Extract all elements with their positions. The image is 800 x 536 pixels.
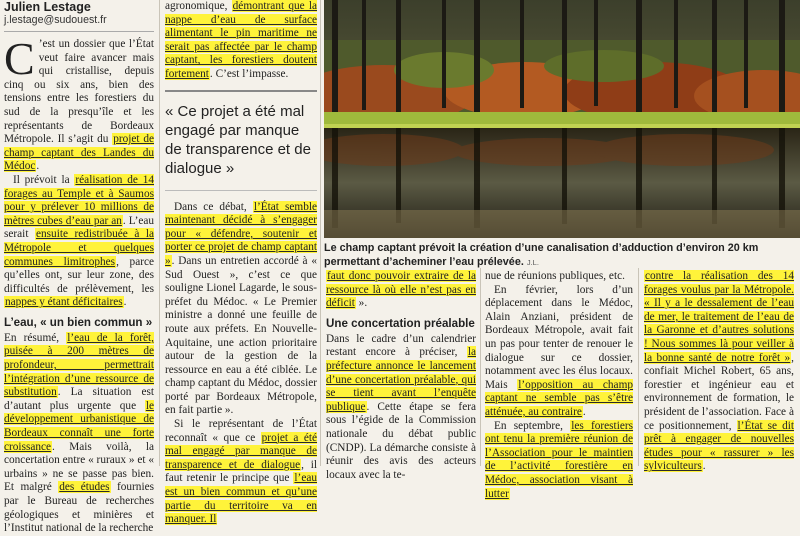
highlight: la préfecture annonce le lancement d’une concertation préalable, qui se tient avant l’enquête publique [326,346,476,413]
byline-divider [4,31,154,32]
photo-credit: J.L. [526,257,539,267]
highlight: réalisation de 14 forages au Temple et à Saumos pour y prélever 10 millions de mètres cubes d’eau par an [4,173,154,227]
highlight: l’opposition au champ captant ne semble pas s’être atténuée, au contraire [485,378,634,418]
highlight: nappes y étant déficitaires [5,296,123,309]
pull-quote: « Ce projet a été mal engagé par manque de transparence et de dialogue » [165,90,317,191]
paragraph: Dans ce débat, l’État semble maintenant décidé à s’engager pour « défendre, soutenir et porter ce projet de champ captant ». Dans un entretien accordé à « Sud Ouest », c’est ce que souligne Lionel Lagarde, le sous-préfet du Médoc. « Le Premier ministre a donné une feuille de route aux préfets. En Nouvelle-Aquitaine, une action prioritaire autour de la gestion de la ressource en eau a été ciblée. Le champ captant du Médoc, dossier porté par Bordeaux Métropole, en fait partie ». [165,200,317,417]
paragraph: Si le représentant de l’État reconnaît « que ce projet a été mal engagé par manque de transparence et de dialogue, il faut retenir le principe que l’eau est un bien commun et qu’une partie du territoire va en manquer. Il [165,418,318,526]
highlight: projet de champ captant des Landes du Médoc [4,133,154,173]
drop-cap: C [4,33,35,84]
author-name: Julien Lestage [4,0,91,14]
photo-caption [324,242,794,269]
highlight: faut donc pouvoir extraire de la ressource là où elle n’est pas en déficit [326,270,476,310]
forest-pond-image [324,0,800,238]
paragraph: En septembre, les forestiers ont tenu la première réunion de l’Association pour le maintien de l’activité forestière en Médoc, association visant à lutter [485,419,634,500]
paragraph: En février, lors d’un déplacement dans le Médoc, Alain Anziani, président de Bordeaux Métropole, avait fait un pas pour tenter de renouer le dialogue sur ce dossier, notamment avec les élus locaux. Mais l’opposition au champ captant ne semble pas s’être atténuée, au contraire. [485,283,634,418]
highlight: les forestiers ont tenu la première réunion de l’Association pour le maintien de l’activité forestière en Médoc, association visant à lutter [485,419,634,500]
paragraph: nue de réunions publiques, etc. [485,270,625,282]
author-email[interactable]: j.lestage@sudouest.fr [4,14,107,26]
paragraph: faut donc pouvoir extraire de la ressource là où elle n’est pas en déficit ». [326,270,476,310]
byline [4,0,154,27]
highlight: l’eau de la forêt, puisée à 200 mètres de profondeur, permettrait l’intégration d’une ressource de substitution [4,331,154,399]
column-5 [644,270,794,474]
highlight: contre la réalisation des 14 forages voulus par la Métropole. « Il y a le dessalement de l’eau de mer, le traitement de l’eau de la Garonne et d’autres solutions ! Nous sommes là pour veiller à la bonne santé de notre forêt » [644,270,794,364]
highlight: ensuite redistribuée à la Métropole et quelques communes limitrophes [4,228,154,268]
highlight: le développement urbanistique de Bordeaux connaît une forte croissance [4,399,154,453]
paragraph: Dans le cadre d’un calendrier restant encore à préciser, la préfecture annonce le lancement d’une concertation préalable, qui se tient avant l’enquête publique. Cette étape se fera sous l’égide de la Commission nationale du débat public (CNDP). La démarche consiste à réunir des avis des acteurs locaux avec la te- [326,332,476,481]
column-2 [165,0,317,527]
paragraph: C ’est un dossier que l’État veut faire avancer mais qui cristallise, depuis cinq ou six ans, bien des tensions entre les forestiers du sud de la presqu’île et les représentants de Bordeaux Métropole. Il s’agit du projet de champ captant des Landes du Médoc. [4,33,154,173]
column-3 [326,270,476,482]
subheading: Une concertation préalable [326,316,475,330]
highlight: l’État se dit prêt à engager de nouvelles études pour « rassurer » les sylviculteurs [644,419,794,473]
paragraph: Il prévoit la réalisation de 14 forages au Temple et à Saumos pour y prélever 10 millions de mètres cubes d’eau par an. L’eau serait ensuite redistribuée à la Métropole et quelques communes limitrophes, parce qu’elles ont, sur leur zone, des difficultés de prélèvement, les nappes y étant déficitaires. [4,173,155,309]
subheading: L’eau, « un bien commun » [4,315,153,329]
highlight: des études [59,481,110,494]
highlight: démontrant que la nappe d’eau de surface alimentant le pin maritime ne serait pas affectée par le champ captant, les forestiers doutent fortement [165,0,317,80]
highlight: l’eau est un bien commun et qu’une partie du territoire va en manquer. Il [165,472,317,526]
column-divider [638,268,639,466]
caption-text: Le champ captant prévoit la création d’une canalisation d’adduction d’environ 20 km permettant d’acheminer l’eau prélevée. [324,242,759,268]
forest-photo [324,0,800,238]
column-divider [480,268,481,466]
column-1 [4,0,154,536]
column-4 [485,270,633,501]
column-divider [159,0,160,466]
paragraph: contre la réalisation des 14 forages voulus par la Métropole. « Il y a le dessalement de l’eau de mer, le traitement de l’eau de la Garonne et d’autres solutions ! Nous sommes là pour veiller à la bonne santé de notre forêt », confiait Michel Robert, 65 ans, forestier et ingénieur eau et environnement de formation, le président de l’association. Face à ce positionnement, l’État se dit prêt à engager de nouvelles études pour « rassurer » les sylviculteurs. [644,270,794,473]
paragraph: agronomique, démontrant que la nappe d’eau de surface alimentant le pin maritime ne serait pas affectée par le champ captant, les forestiers doutent fortement. C’est l’impasse. [165,0,317,80]
paragraph: En résumé, l’eau de la forêt, puisée à 200 mètres de profondeur, permettrait l’intégration d’une ressource de substitution. La situation est d’autant plus urgente que le développement urbanistique de Bordeaux connaît une forte croissance. Mais voilà, la concertation entre « ruraux » et « urbains » ne se passe pas bien. Et malgré des études fournies par le Bureau de recherches géologiques et minières et l’Institut national de la recherche [4,331,155,535]
column-divider [320,0,321,466]
highlight: projet a été mal engagé par manque de transparence et de dialogue [165,431,318,471]
highlight: l’État semble maintenant décidé à s’engager pour « défendre, soutenir et porter ce projet de champ captant » [165,200,317,267]
